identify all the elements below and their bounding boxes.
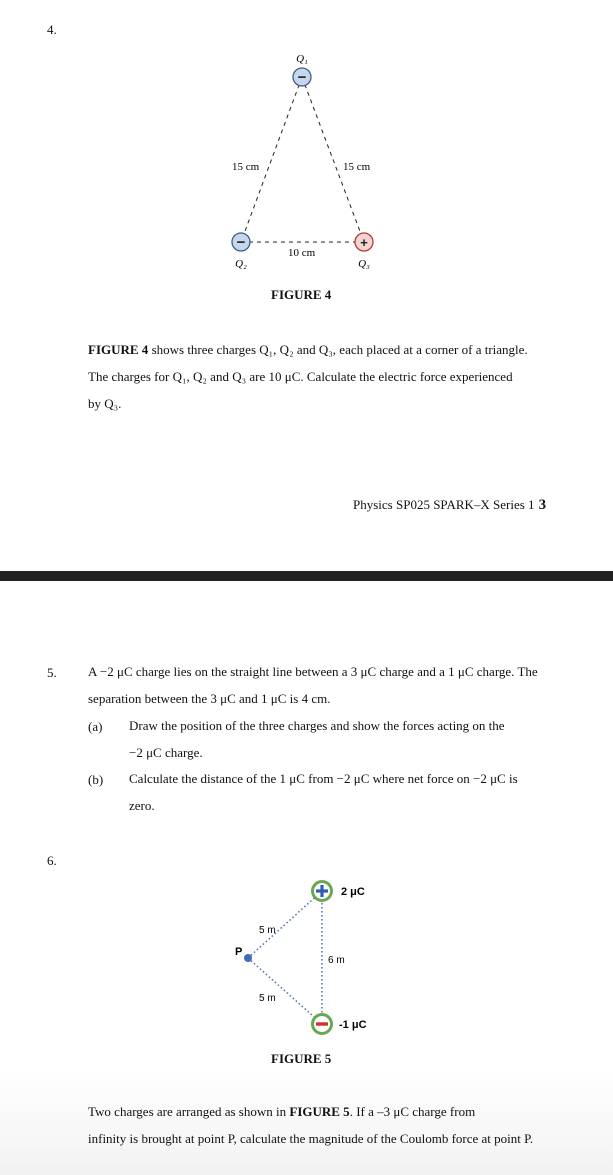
question-5-line-2: separation between the 3 μC and 1 μC is 4 cm. — [88, 691, 331, 706]
q2-label: Q₂ — [235, 258, 247, 270]
question-6-number: 6. — [47, 853, 57, 868]
base-length: 10 cm — [288, 247, 316, 259]
side-q1-q3 — [302, 77, 364, 242]
question-4-line-1 — [88, 336, 568, 363]
question-4-line-2: The charges for Q₁, Q₂ and Q₃ are 10 μC. Calculate the electric force experienced — [88, 369, 513, 384]
upper-side-length: 5 m — [259, 925, 276, 936]
question-6-line-2: infinity is brought at point P, calculate the magnitude of the Coulomb force at point P. — [88, 1131, 534, 1146]
figure-4-caption: FIGURE 4 — [271, 287, 332, 302]
item-a-line-1: Draw the position of the three charges and show the forces acting on the — [129, 718, 505, 733]
positive-charge — [313, 882, 332, 901]
left-side-length: 15 cm — [232, 161, 260, 173]
figure-5-diagram — [0, 871, 613, 1051]
item-b-text — [129, 765, 569, 819]
point-p-label: P — [235, 946, 243, 958]
page-4 — [0, 581, 613, 1175]
figure-5-caption: FIGURE 5 — [271, 1051, 332, 1066]
item-a-text — [129, 712, 569, 766]
question-6-line-1-end: . If a –3 μC charge from — [349, 1104, 476, 1119]
question-5-text — [88, 658, 578, 712]
item-b-line-2: zero. — [129, 798, 155, 813]
item-a-line-2: −2 μC charge. — [129, 745, 203, 760]
charge-q2 — [232, 233, 250, 251]
charge-q3 — [355, 233, 373, 251]
question-6-text — [88, 1098, 588, 1152]
minus-sign-icon — [316, 1022, 328, 1025]
plus-sign-icon: + — [360, 235, 368, 250]
question-5-line-1: A −2 μC charge lies on the straight line between a 3 μC charge and a 1 μC charge. The — [88, 664, 538, 679]
page-footer — [353, 497, 546, 514]
right-side-length: 15 cm — [343, 161, 371, 173]
q1-label: Q₁ — [296, 53, 308, 65]
question-4-text — [88, 336, 568, 417]
q3-label: Q₃ — [358, 258, 370, 270]
question-4-number: 4. — [47, 22, 57, 37]
question-6-line-1-start: Two charges are arranged as shown in — [88, 1104, 290, 1119]
figure-5-reference: FIGURE 5 — [289, 1104, 350, 1119]
item-b-line-1: Calculate the distance of the 1 μC from −2 μC where net force on −2 μC is — [129, 771, 518, 786]
page-3 — [0, 0, 613, 571]
question-4-line-1-text: shows three charges Q₁, Q₂ and Q₃, each placed at a corner of a triangle. — [148, 342, 528, 357]
vertical-side-length: 6 m — [328, 955, 345, 966]
question-5-number: 5. — [47, 665, 57, 680]
side-q1-q2 — [241, 77, 302, 242]
point-p-marker — [244, 954, 252, 962]
question-6-line-1 — [88, 1098, 588, 1125]
figure-4-reference: FIGURE 4 — [88, 342, 149, 357]
top-charge-value: 2 μC — [341, 886, 365, 898]
minus-sign-icon: − — [297, 69, 307, 86]
footer-page-number: 3 — [538, 497, 547, 513]
minus-sign-icon: − — [236, 234, 246, 251]
question-4-line-3: by Q₃. — [88, 396, 122, 411]
charge-q1 — [293, 68, 311, 86]
page-separator — [0, 571, 613, 581]
footer-series-title: Physics SP025 SPARK–X Series 1 — [353, 497, 535, 512]
side-p-bottom — [248, 958, 322, 1024]
negative-charge — [313, 1015, 332, 1034]
lower-side-length: 5 m — [259, 993, 276, 1004]
item-b-label: (b) — [88, 772, 104, 787]
item-a-label: (a) — [88, 719, 103, 734]
bottom-charge-value: -1 μC — [339, 1019, 367, 1031]
